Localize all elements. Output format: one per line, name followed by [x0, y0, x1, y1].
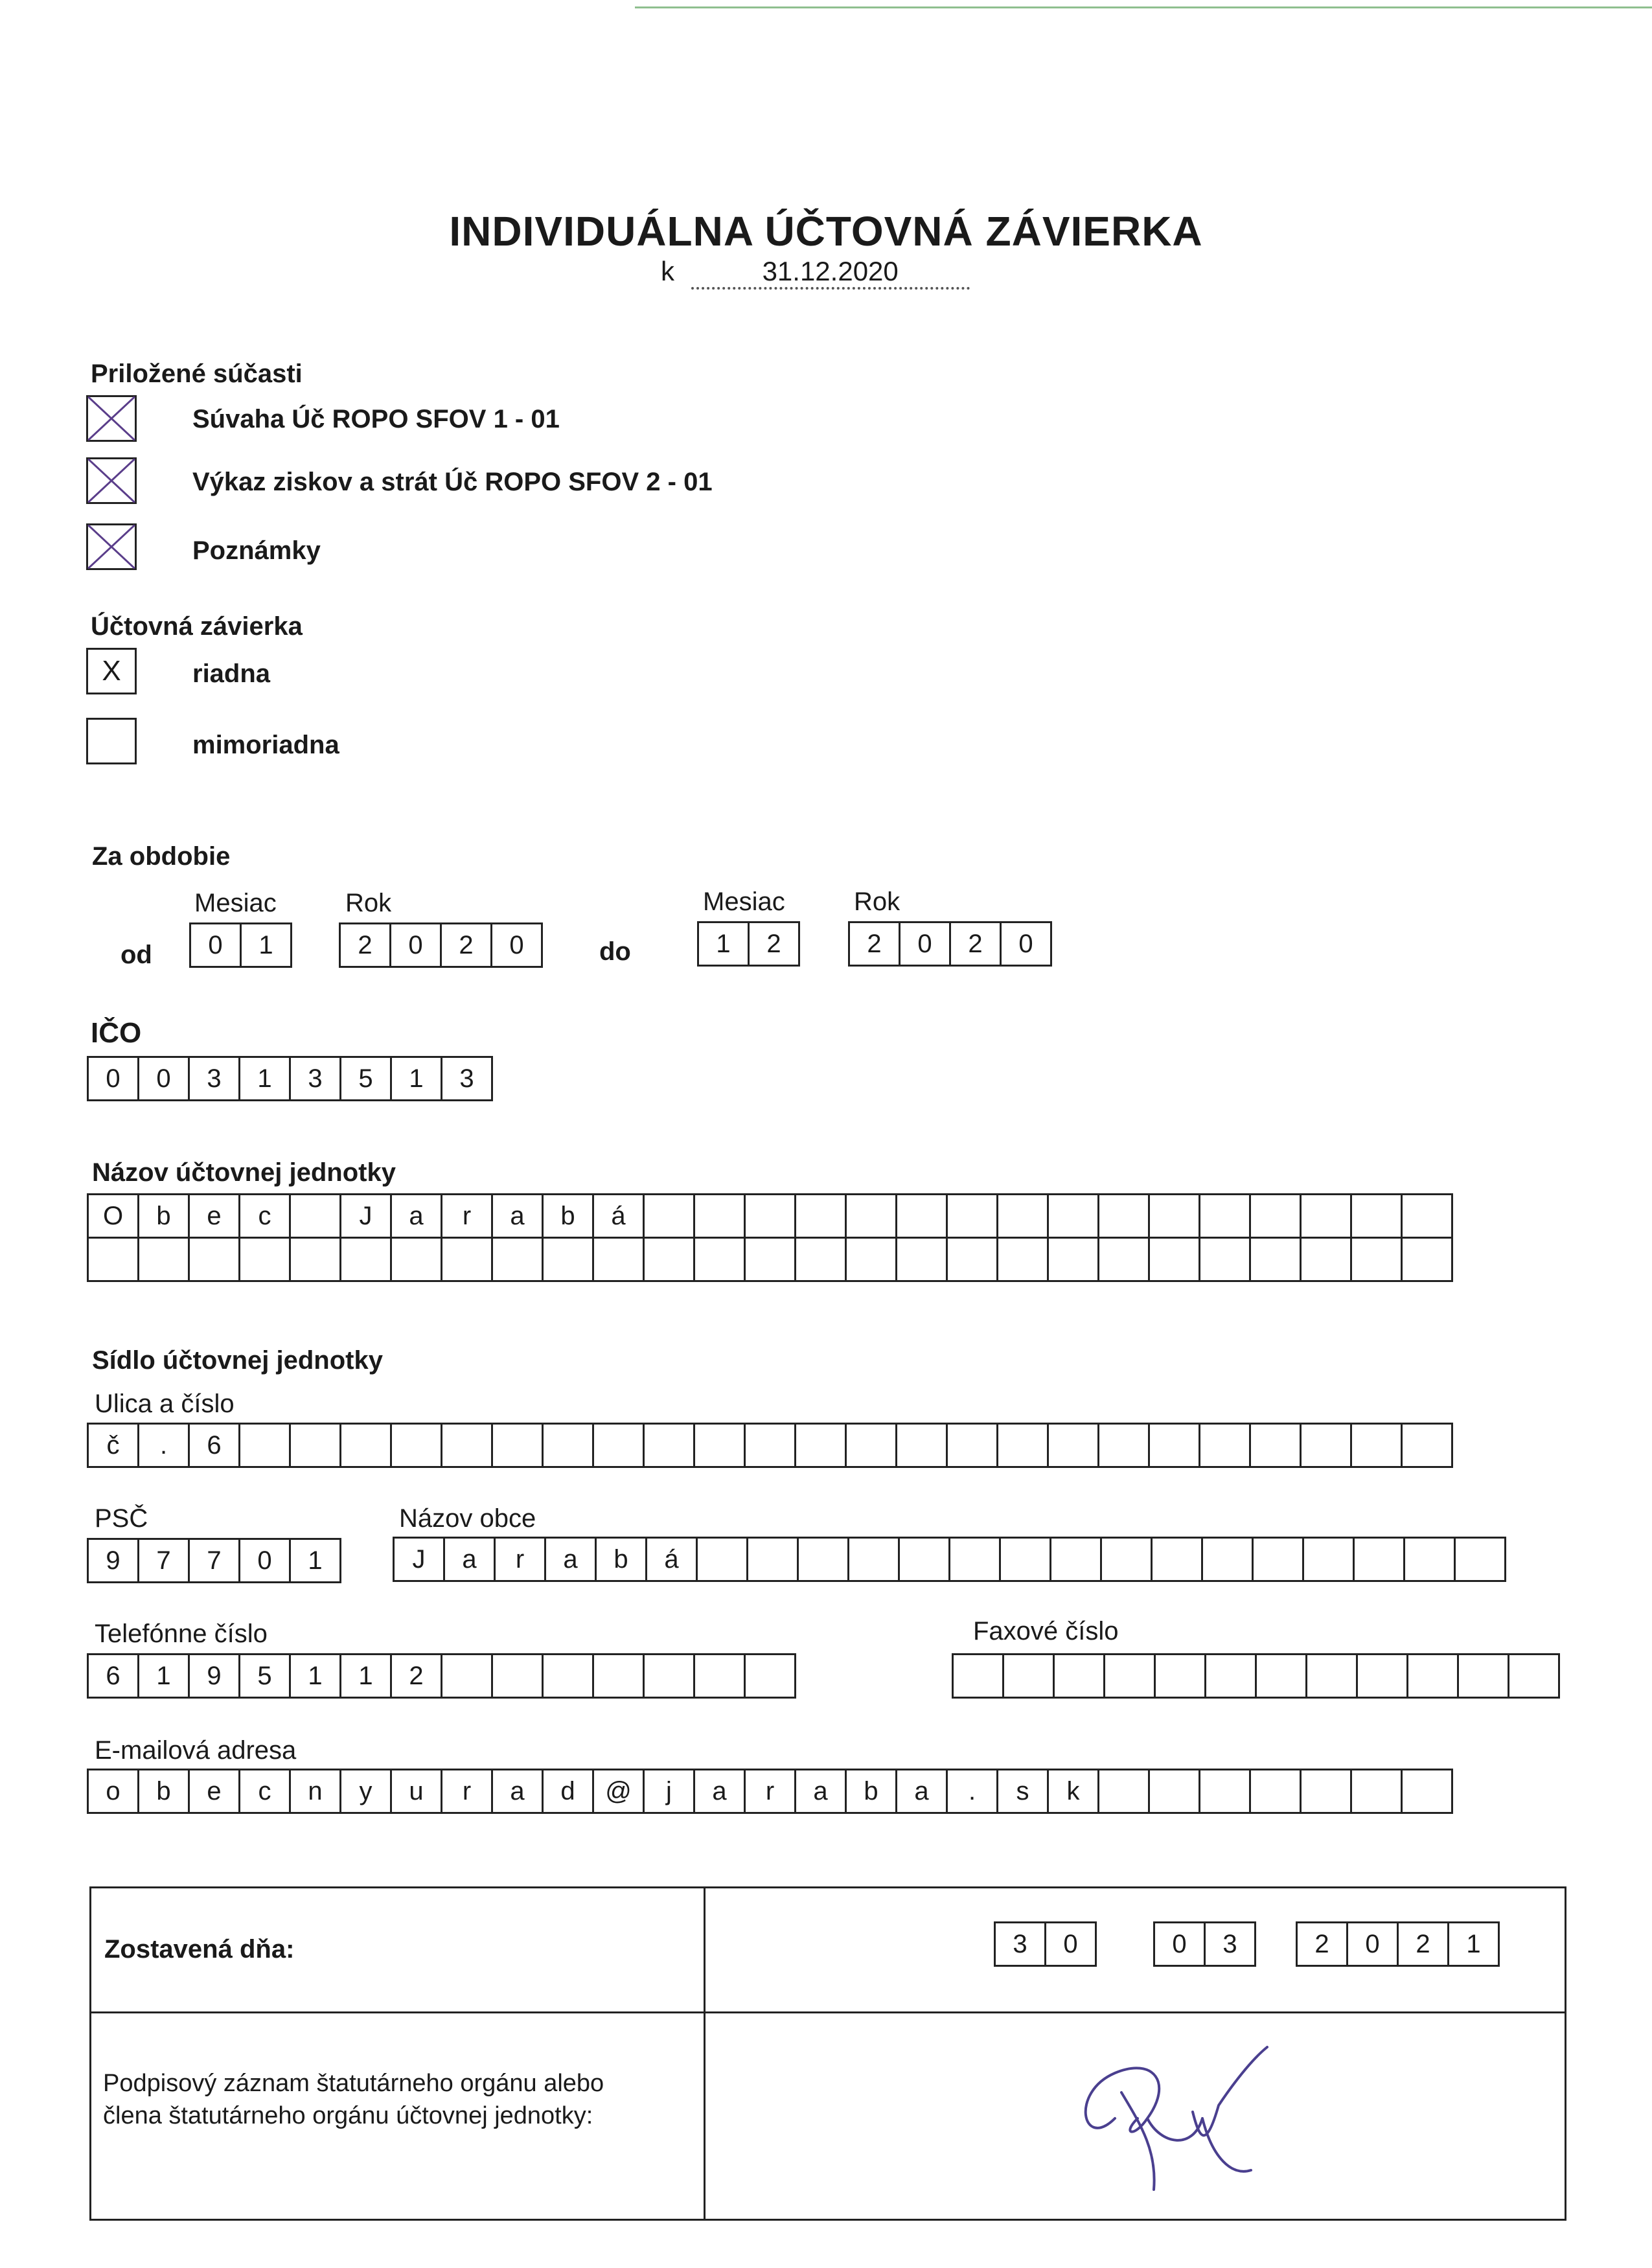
char-cell: 1	[341, 1655, 392, 1697]
char-cell	[544, 1655, 594, 1697]
char-cell: J	[341, 1195, 392, 1237]
char-cell	[1200, 1770, 1251, 1812]
char-cell	[847, 1195, 897, 1237]
char-cell	[695, 1239, 746, 1280]
char-cell	[1251, 1425, 1302, 1466]
char-cell: 1	[291, 1540, 341, 1581]
char-cell	[1150, 1195, 1200, 1237]
char-cell	[1254, 1539, 1304, 1580]
char-cell	[900, 1539, 950, 1580]
char-cell: á	[594, 1195, 645, 1237]
digit-cell: 2	[1298, 1923, 1348, 1965]
char-cell	[1051, 1539, 1102, 1580]
char-cell	[1055, 1655, 1105, 1697]
char-cell: 7	[190, 1540, 240, 1581]
char-cell	[950, 1539, 1001, 1580]
char-cell: J	[395, 1539, 445, 1580]
phone-boxes[interactable]	[87, 1653, 796, 1699]
char-cell	[1200, 1425, 1251, 1466]
char-cell	[594, 1655, 645, 1697]
char-cell: a	[445, 1539, 496, 1580]
char-cell	[139, 1239, 190, 1280]
char-cell	[948, 1425, 998, 1466]
table-divider-vertical	[704, 1888, 706, 2219]
char-cell: 6	[89, 1655, 139, 1697]
char-cell	[954, 1655, 1004, 1697]
digit-cell: 5	[341, 1058, 392, 1099]
digit-cell: 0	[391, 924, 442, 966]
char-cell	[1403, 1195, 1453, 1237]
char-cell	[442, 1239, 493, 1280]
digit-cell: 2	[951, 923, 1002, 965]
char-cell	[897, 1239, 948, 1280]
char-cell	[493, 1425, 544, 1466]
digit-cell: 1	[240, 1058, 291, 1099]
char-cell	[341, 1239, 392, 1280]
period-heading: Za obdobie	[92, 842, 231, 871]
digit-cell: 0	[901, 923, 951, 965]
char-cell: 2	[392, 1655, 442, 1697]
char-cell	[1049, 1195, 1099, 1237]
email-label: E-mailová adresa	[95, 1736, 297, 1765]
char-cell	[847, 1425, 897, 1466]
top-edge-line	[635, 6, 1652, 8]
to-year-label: Rok	[854, 888, 901, 916]
char-cell: y	[341, 1770, 392, 1812]
char-cell	[1251, 1239, 1302, 1280]
digit-cell: 0	[492, 924, 543, 966]
char-cell: .	[139, 1425, 190, 1466]
char-cell	[1304, 1539, 1355, 1580]
ico-label: IČO	[91, 1017, 142, 1049]
digit-cell: 0	[1155, 1923, 1206, 1965]
char-cell	[847, 1239, 897, 1280]
signature-image	[1044, 2021, 1381, 2216]
digit-cell: 2	[341, 924, 391, 966]
char-cell	[1456, 1539, 1506, 1580]
char-cell	[796, 1425, 847, 1466]
char-cell: 1	[139, 1655, 190, 1697]
char-cell	[1150, 1425, 1200, 1466]
digit-cell: 1	[242, 924, 292, 966]
char-cell	[442, 1655, 493, 1697]
char-cell	[645, 1425, 695, 1466]
digit-cell: 1	[699, 923, 750, 965]
char-cell	[1251, 1770, 1302, 1812]
char-cell	[948, 1239, 998, 1280]
digit-cell: 3	[1206, 1923, 1256, 1965]
digit-cell: 0	[139, 1058, 190, 1099]
char-cell	[897, 1195, 948, 1237]
to-month-boxes[interactable]	[697, 921, 800, 967]
char-cell	[1257, 1655, 1307, 1697]
digit-cell: 0	[191, 924, 242, 966]
char-cell: r	[442, 1195, 493, 1237]
char-cell: e	[190, 1195, 240, 1237]
char-cell	[240, 1425, 291, 1466]
digit-cell: 3	[291, 1058, 341, 1099]
char-cell	[1105, 1655, 1156, 1697]
digit-cell: 2	[442, 924, 492, 966]
compiled-label: Zostavená dňa:	[104, 1935, 295, 1964]
digit-cell: 3	[996, 1923, 1046, 1965]
attachment-checkbox-notes[interactable]	[86, 523, 137, 570]
char-cell	[291, 1239, 341, 1280]
char-cell	[1150, 1239, 1200, 1280]
closing-date: 31.12.2020	[691, 256, 970, 290]
closing-type-heading: Účtovná závierka	[91, 612, 303, 641]
char-cell	[1200, 1195, 1251, 1237]
char-cell: a	[493, 1770, 544, 1812]
char-cell: s	[998, 1770, 1049, 1812]
char-cell	[493, 1239, 544, 1280]
name-row-2[interactable]	[87, 1239, 1453, 1282]
document-title: INDIVIDUÁLNA ÚČTOVNÁ ZÁVIERKA	[449, 208, 1203, 255]
char-cell	[1099, 1425, 1150, 1466]
char-cell	[796, 1239, 847, 1280]
char-cell	[442, 1425, 493, 1466]
digit-cell: 0	[1002, 923, 1052, 965]
digit-cell: 1	[392, 1058, 442, 1099]
char-cell	[1405, 1539, 1456, 1580]
char-cell	[695, 1195, 746, 1237]
char-cell	[748, 1539, 799, 1580]
char-cell	[998, 1425, 1049, 1466]
char-cell	[695, 1425, 746, 1466]
char-cell	[645, 1655, 695, 1697]
label-extraordinary: mimoriadna	[192, 731, 339, 759]
char-cell	[291, 1195, 341, 1237]
char-cell: 9	[190, 1655, 240, 1697]
char-cell	[1358, 1655, 1408, 1697]
char-cell	[392, 1239, 442, 1280]
char-cell	[1206, 1655, 1257, 1697]
from-month-label: Mesiac	[194, 889, 277, 917]
char-cell	[1099, 1239, 1150, 1280]
attachment-label-notes: Poznámky	[192, 536, 321, 565]
char-cell	[1302, 1195, 1352, 1237]
char-cell	[1408, 1655, 1459, 1697]
char-cell	[190, 1239, 240, 1280]
char-cell: a	[897, 1770, 948, 1812]
name-row-1[interactable]	[87, 1193, 1453, 1239]
label-ordinary: riadna	[192, 659, 271, 688]
char-cell: a	[796, 1770, 847, 1812]
name-label: Názov účtovnej jednotky	[92, 1158, 396, 1187]
checkbox-extraordinary[interactable]	[86, 718, 137, 764]
char-cell: č	[89, 1425, 139, 1466]
char-cell	[594, 1239, 645, 1280]
signature-label-line1: Podpisový záznam štatutárneho orgánu alebo	[103, 2070, 604, 2097]
digit-cell: 3	[442, 1058, 493, 1099]
digit-cell: 2	[1399, 1923, 1449, 1965]
char-cell: b	[544, 1195, 594, 1237]
day-boxes[interactable]	[994, 1921, 1097, 1967]
char-cell: a	[695, 1770, 746, 1812]
char-cell: 0	[240, 1540, 291, 1581]
char-cell	[695, 1655, 746, 1697]
char-cell: d	[544, 1770, 594, 1812]
char-cell: .	[948, 1770, 998, 1812]
attachments-heading: Priložené súčasti	[91, 360, 303, 388]
char-cell	[1352, 1239, 1403, 1280]
checkbox-ordinary[interactable]: X	[86, 648, 137, 694]
attachment-label-balance: Súvaha Úč ROPO SFOV 1 - 01	[192, 405, 560, 433]
char-cell: a	[392, 1195, 442, 1237]
char-cell	[1001, 1539, 1051, 1580]
char-cell	[1251, 1195, 1302, 1237]
char-cell	[849, 1539, 900, 1580]
char-cell	[1403, 1239, 1453, 1280]
char-cell: c	[240, 1195, 291, 1237]
char-cell: u	[392, 1770, 442, 1812]
from-year-label: Rok	[345, 889, 392, 917]
char-cell	[1203, 1539, 1254, 1580]
address-heading: Sídlo účtovnej jednotky	[92, 1346, 383, 1375]
char-cell	[1099, 1770, 1150, 1812]
char-cell	[746, 1655, 796, 1697]
char-cell	[1403, 1770, 1453, 1812]
char-cell: b	[597, 1539, 647, 1580]
char-cell	[746, 1425, 796, 1466]
char-cell: 5	[240, 1655, 291, 1697]
table-divider-horizontal	[91, 2011, 1565, 2013]
char-cell	[240, 1239, 291, 1280]
char-cell: j	[645, 1770, 695, 1812]
char-cell	[594, 1425, 645, 1466]
city-label: Názov obce	[399, 1504, 536, 1533]
digit-cell: 0	[89, 1058, 139, 1099]
char-cell	[746, 1195, 796, 1237]
email-boxes[interactable]	[87, 1769, 1453, 1814]
char-cell	[746, 1239, 796, 1280]
street-boxes[interactable]	[87, 1423, 1453, 1468]
char-cell	[392, 1425, 442, 1466]
char-cell: 7	[139, 1540, 190, 1581]
digit-cell: 0	[1348, 1923, 1399, 1965]
char-cell	[1509, 1655, 1560, 1697]
char-cell: a	[546, 1539, 597, 1580]
signature-label-line2: člena štatutárneho orgánu účtovnej jednotky:	[103, 2102, 593, 2129]
char-cell: r	[442, 1770, 493, 1812]
char-cell: a	[493, 1195, 544, 1237]
phone-label: Telefónne číslo	[95, 1620, 268, 1648]
char-cell: b	[847, 1770, 897, 1812]
char-cell: b	[139, 1195, 190, 1237]
from-month-boxes[interactable]	[189, 922, 292, 968]
char-cell	[1049, 1425, 1099, 1466]
city-boxes[interactable]	[393, 1537, 1506, 1582]
digit-cell: 2	[850, 923, 901, 965]
char-cell	[1153, 1539, 1203, 1580]
char-cell	[1355, 1539, 1405, 1580]
char-cell	[645, 1195, 695, 1237]
char-cell	[1099, 1195, 1150, 1237]
char-cell: @	[594, 1770, 645, 1812]
char-cell: n	[291, 1770, 341, 1812]
char-cell: 1	[291, 1655, 341, 1697]
char-cell	[1459, 1655, 1509, 1697]
char-cell	[799, 1539, 849, 1580]
char-cell	[544, 1239, 594, 1280]
street-label: Ulica a číslo	[95, 1390, 235, 1418]
char-cell: e	[190, 1770, 240, 1812]
char-cell: c	[240, 1770, 291, 1812]
char-cell	[1302, 1239, 1352, 1280]
char-cell: o	[89, 1770, 139, 1812]
subtitle-prefix: k	[661, 256, 674, 286]
char-cell: r	[746, 1770, 796, 1812]
char-cell	[1352, 1770, 1403, 1812]
char-cell	[544, 1425, 594, 1466]
char-cell	[1150, 1770, 1200, 1812]
digit-cell: 0	[1046, 1923, 1097, 1965]
fax-boxes[interactable]	[952, 1653, 1560, 1699]
char-cell	[1352, 1195, 1403, 1237]
char-cell: b	[139, 1770, 190, 1812]
document-subtitle	[661, 256, 970, 290]
ico-boxes[interactable]	[87, 1056, 493, 1101]
psc-label: PSČ	[95, 1504, 148, 1533]
char-cell	[897, 1425, 948, 1466]
char-cell	[1049, 1239, 1099, 1280]
to-year-boxes[interactable]	[848, 921, 1052, 967]
char-cell	[1352, 1425, 1403, 1466]
char-cell	[493, 1655, 544, 1697]
char-cell	[1403, 1425, 1453, 1466]
char-cell: 9	[89, 1540, 139, 1581]
char-cell	[291, 1425, 341, 1466]
char-cell: k	[1049, 1770, 1099, 1812]
attachment-checkbox-income[interactable]	[86, 457, 137, 504]
attachment-checkbox-balance[interactable]	[86, 395, 137, 442]
char-cell	[948, 1195, 998, 1237]
from-label: od	[120, 941, 152, 969]
char-cell	[1156, 1655, 1206, 1697]
char-cell	[1004, 1655, 1055, 1697]
char-cell	[1302, 1425, 1352, 1466]
digit-cell: 2	[750, 923, 800, 965]
char-cell: O	[89, 1195, 139, 1237]
digit-cell: 1	[1449, 1923, 1500, 1965]
char-cell	[698, 1539, 748, 1580]
char-cell	[1302, 1770, 1352, 1812]
fax-label: Faxové číslo	[973, 1617, 1119, 1645]
from-year-boxes[interactable]	[339, 922, 543, 968]
char-cell	[341, 1425, 392, 1466]
year-boxes[interactable]	[1296, 1921, 1500, 1967]
char-cell	[998, 1195, 1049, 1237]
month-boxes[interactable]	[1153, 1921, 1256, 1967]
char-cell	[89, 1239, 139, 1280]
char-cell	[645, 1239, 695, 1280]
digit-cell: 3	[190, 1058, 240, 1099]
attachment-label-income: Výkaz ziskov a strát Úč ROPO SFOV 2 - 01	[192, 468, 713, 496]
char-cell	[796, 1195, 847, 1237]
char-cell: 6	[190, 1425, 240, 1466]
psc-boxes[interactable]	[87, 1538, 341, 1583]
char-cell: r	[496, 1539, 546, 1580]
char-cell	[1200, 1239, 1251, 1280]
char-cell	[1102, 1539, 1153, 1580]
char-cell	[998, 1239, 1049, 1280]
to-label: do	[599, 937, 631, 966]
to-month-label: Mesiac	[703, 888, 785, 916]
char-cell: á	[647, 1539, 698, 1580]
char-cell	[1307, 1655, 1358, 1697]
